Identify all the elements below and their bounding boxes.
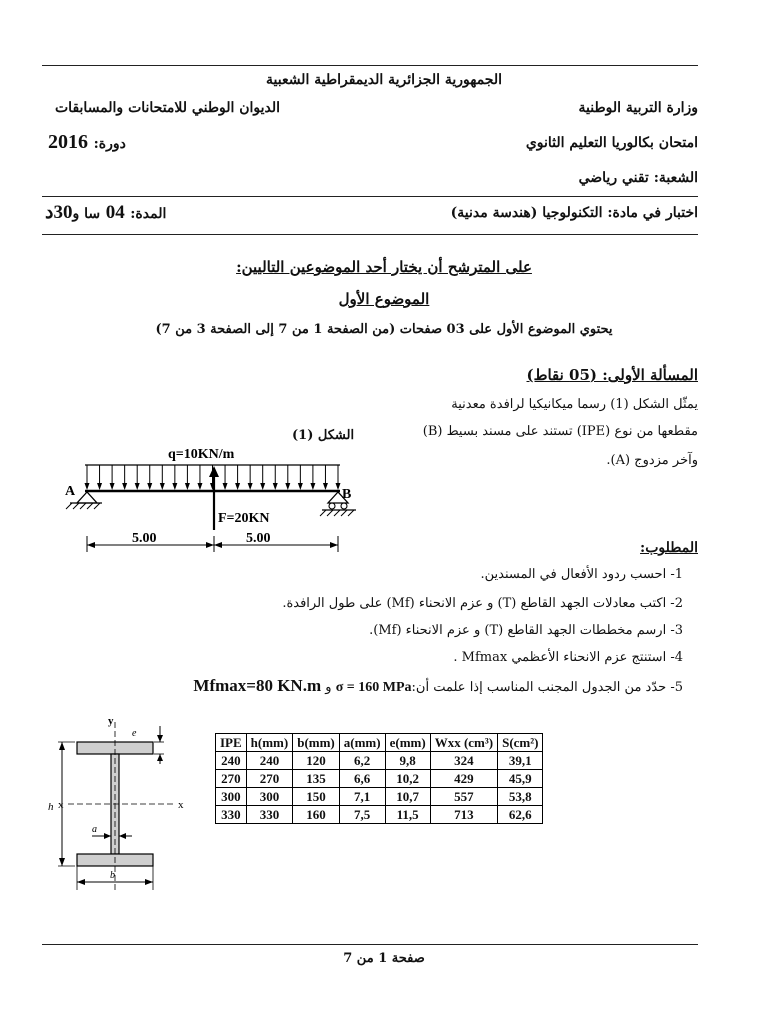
e-label: e [132, 728, 137, 739]
col-header: b(mm) [293, 734, 340, 752]
office-name: الديوان الوطني للامتحانات والمسابقات [55, 100, 281, 116]
support-a-label: A [65, 484, 76, 499]
table-header-row [216, 734, 543, 752]
table-row [216, 788, 543, 806]
x-axis-label-left: x [58, 799, 64, 811]
table-cell: 240 [216, 752, 247, 770]
ipe-table [215, 733, 543, 824]
desc-line-2: مقطعها من نوع (IPE) تستند على مسند بسيط (B) [422, 424, 698, 439]
col-header: Wxx (cm³) [430, 734, 497, 752]
exam-name: امتحان بكالوريا التعليم الثانوي [525, 135, 698, 151]
table-cell: 6,2 [339, 752, 385, 770]
table-row [216, 806, 543, 824]
pages-note: يحتوي الموضوع الأول على 03 صفحات (من الصفحة 1 من 7 إلى الصفحة 3 من 7) [155, 322, 613, 337]
table-cell: 270 [246, 770, 293, 788]
table-cell: 62,6 [498, 806, 543, 824]
load-arrow-head [235, 483, 240, 490]
support-a-symbol [77, 492, 97, 503]
table-cell: 330 [216, 806, 247, 824]
support-b-label: B [342, 487, 352, 502]
problem-title: المسألة الأولى: (05 نقاط) [526, 366, 698, 384]
table-cell: 53,8 [498, 788, 543, 806]
bottom-rule [42, 944, 698, 945]
top-rule [42, 65, 698, 66]
load-arrow-head [273, 483, 278, 490]
col-header: a(mm) [339, 734, 385, 752]
table-row [216, 770, 543, 788]
span-left-label: 5.00 [132, 531, 157, 546]
duration: المدة: 04 سا و30د [45, 202, 167, 223]
task-5: 5- حدّد من الجدول المجنب المناسب إذا علمت أن:σ = 160 MPa و Mfmax=80 KN.m [193, 676, 683, 695]
force-label: F=20KN [218, 511, 270, 526]
task-2: 2- اكتب معادلات الجهد القاطع (T) و عزم الانحناء (Mf) على طول الرافدة. [282, 596, 683, 611]
page-number: صفحة 1 من 7 [343, 951, 425, 966]
load-arrow-head [197, 483, 202, 490]
load-arrow-head [185, 483, 190, 490]
beam-diagram [50, 440, 370, 560]
load-arrow-head [172, 483, 177, 490]
col-header: e(mm) [385, 734, 430, 752]
h-label: h [48, 801, 54, 813]
required-label: المطلوب: [640, 540, 698, 556]
load-arrow-head [147, 483, 152, 490]
load-arrow-head [298, 483, 303, 490]
col-header: IPE [216, 734, 247, 752]
table-cell: 429 [430, 770, 497, 788]
table-cell: 120 [293, 752, 340, 770]
y-axis-label: y [108, 715, 114, 727]
table-cell: 240 [246, 752, 293, 770]
table-cell: 270 [216, 770, 247, 788]
table-cell: 557 [430, 788, 497, 806]
table-row [216, 752, 543, 770]
load-arrow-head [323, 483, 328, 490]
b-label: b [110, 870, 115, 881]
load-arrow-head [97, 483, 102, 490]
desc-line-3: وآخر مزدوج (A). [606, 453, 698, 468]
table-cell: 160 [293, 806, 340, 824]
choose-instruction: على المترشح أن يختار أحد الموضوعين التاليين: [236, 258, 532, 276]
load-arrow-head [135, 483, 140, 490]
table-cell: 713 [430, 806, 497, 824]
table-cell: 330 [246, 806, 293, 824]
task-1: 1- احسب ردود الأفعال في المسندين. [480, 567, 683, 582]
table-cell: 45,9 [498, 770, 543, 788]
topic-title: الموضوع الأول [338, 290, 430, 308]
table-cell: 150 [293, 788, 340, 806]
span-right-label: 5.00 [246, 531, 271, 546]
subject-name: اختبار في مادة: التكنولوجيا (هندسة مدنية) [450, 205, 698, 221]
x-axis-label-right: x [178, 799, 184, 811]
load-arrows [85, 465, 341, 490]
table-cell: 11,5 [385, 806, 430, 824]
col-header: h(mm) [246, 734, 293, 752]
rule-3 [42, 234, 698, 235]
load-arrow-head [122, 483, 127, 490]
table-cell: 324 [430, 752, 497, 770]
task-3: 3- ارسم مخططات الجهد القاطع (T) و عزم الانحناء (Mf). [369, 623, 683, 638]
table-cell: 10,7 [385, 788, 430, 806]
republic-title: الجمهورية الجزائرية الديمقراطية الشعبية [265, 72, 502, 88]
load-arrow-head [285, 483, 290, 490]
desc-line-1: يمثّل الشكل (1) رسما ميكانيكيا لرافدة معدنية [451, 397, 698, 412]
session: دورة: 2016 [48, 131, 126, 153]
table-cell: 7,1 [339, 788, 385, 806]
table-cell: 39,1 [498, 752, 543, 770]
a-label: a [92, 824, 97, 835]
figure-label: الشكل (1) [292, 428, 355, 443]
table-cell: 300 [246, 788, 293, 806]
table-cell: 135 [293, 770, 340, 788]
load-arrow-head [223, 483, 228, 490]
rule-2 [42, 196, 698, 197]
ministry-name: وزارة التربية الوطنية [578, 100, 698, 116]
load-arrow-head [260, 483, 265, 490]
load-arrow-head [310, 483, 315, 490]
table-cell: 10,2 [385, 770, 430, 788]
ipe-section-drawing [40, 714, 210, 896]
load-arrow-head [110, 483, 115, 490]
table-cell: 6,6 [339, 770, 385, 788]
load-arrow-head [85, 483, 90, 490]
load-arrow-head [336, 483, 341, 490]
table-cell: 300 [216, 788, 247, 806]
load-label: q=10KN/m [168, 447, 235, 462]
load-arrow-head [160, 483, 165, 490]
task-4: 4- استنتج عزم الانحناء الأعظمي Mfmax . [453, 650, 683, 665]
load-arrow-head [248, 483, 253, 490]
col-header: S(cm²) [498, 734, 543, 752]
stream-name: الشعبة: تقني رياضي [578, 170, 698, 186]
table-cell: 9,8 [385, 752, 430, 770]
table-cell: 7,5 [339, 806, 385, 824]
